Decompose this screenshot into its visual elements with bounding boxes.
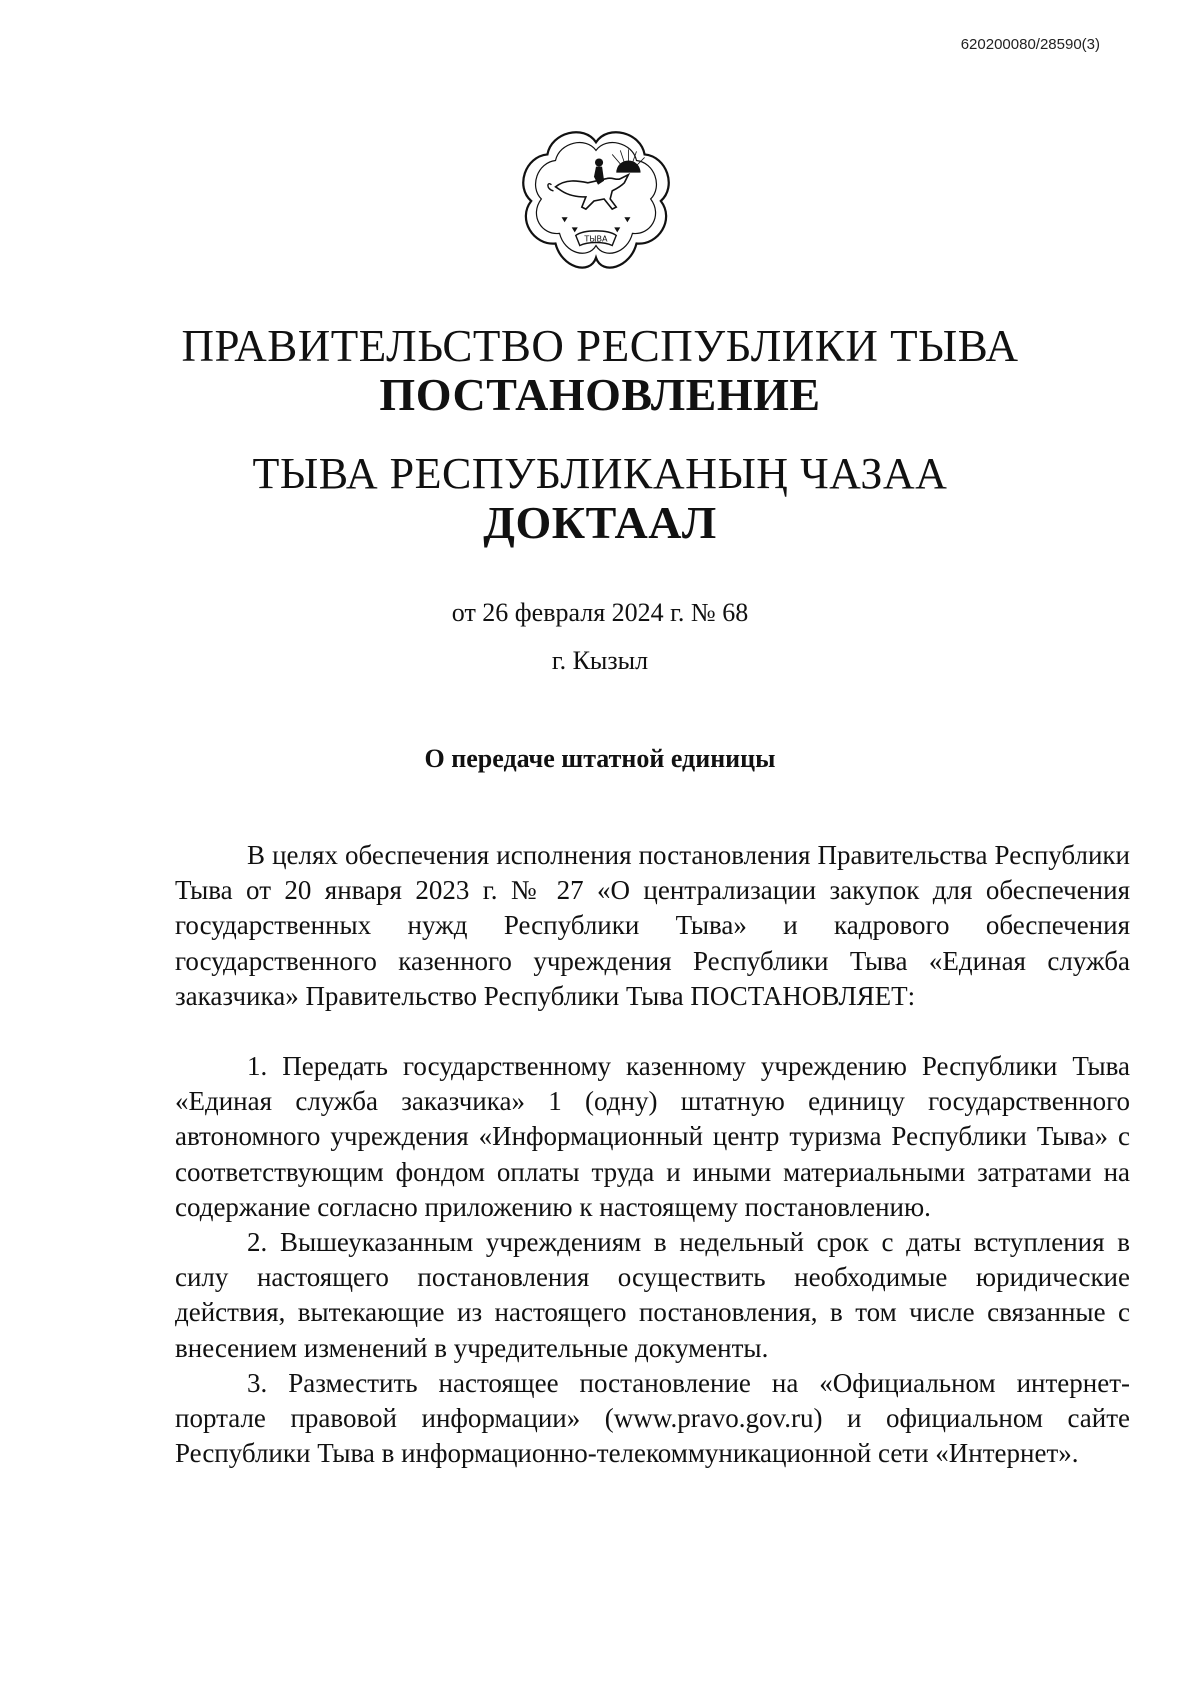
item-paragraph-2: 2. Вышеуказанным учреждениям в недельный срок с даты вступления в силу настоящего постановления осуществить необходимые юридические действия, вытекающие из настоящего постановления, в том числе связанные с внесением изменений в учредительные документы. bbox=[175, 1227, 1130, 1363]
document-type-title: ПОСТАНОВЛЕНИЕ bbox=[379, 369, 821, 420]
document-subject: О передаче штатной единицы bbox=[424, 744, 776, 773]
government-title: ПРАВИТЕЛЬСТВО РЕСПУБЛИКИ ТЫВА bbox=[181, 321, 1019, 371]
preamble-paragraph: В целях обеспечения исполнения постановления Правительства Республики Тыва от 20 января 2023 г. № 27 «О централизации закупок для обеспечения государственных нужд Республики Тыва» и кадрового обеспечения государственного казенного учреждения Республики Тыва «Единая служба заказчика» Правительство Республики Тыва ПОСТАНОВЛЯЕТ: bbox=[175, 840, 1130, 1011]
document-registration-number: 620200080/28590(3) bbox=[960, 36, 1100, 53]
government-title-tuvan: ТЫВА РЕСПУБЛИКАНЫҢ ЧАЗАА bbox=[252, 449, 948, 498]
document-city: г. Кызыл bbox=[551, 646, 649, 675]
document-body bbox=[175, 838, 1130, 1471]
svg-text:ТЫВА: ТЫВА bbox=[584, 233, 608, 244]
document-type-title-tuvan: ДОКТААЛ bbox=[483, 497, 717, 548]
tuva-coat-of-arms-icon bbox=[515, 120, 677, 282]
document-date-number: от 26 февраля 2024 г. № 68 bbox=[451, 598, 749, 627]
item-paragraph-1: 1. Передать государственному казенному учреждению Республики Тыва «Единая служба заказчика» 1 (одну) штатную единицу государственного автономного учреждения «Информационный центр туризма Республики Тыва» с соответствующим фондом оплаты труда и иными материальными затратами на содержание согласно приложению к настоящему постановлению. bbox=[175, 1051, 1130, 1222]
item-paragraph-3: 3. Разместить настоящее постановление на «Официальном интернет-портале правовой информации» (www.pravo.gov.ru) и официальном сайте Республики Тыва в информационно-телекоммуникационной сети «Интернет». bbox=[175, 1367, 1130, 1469]
